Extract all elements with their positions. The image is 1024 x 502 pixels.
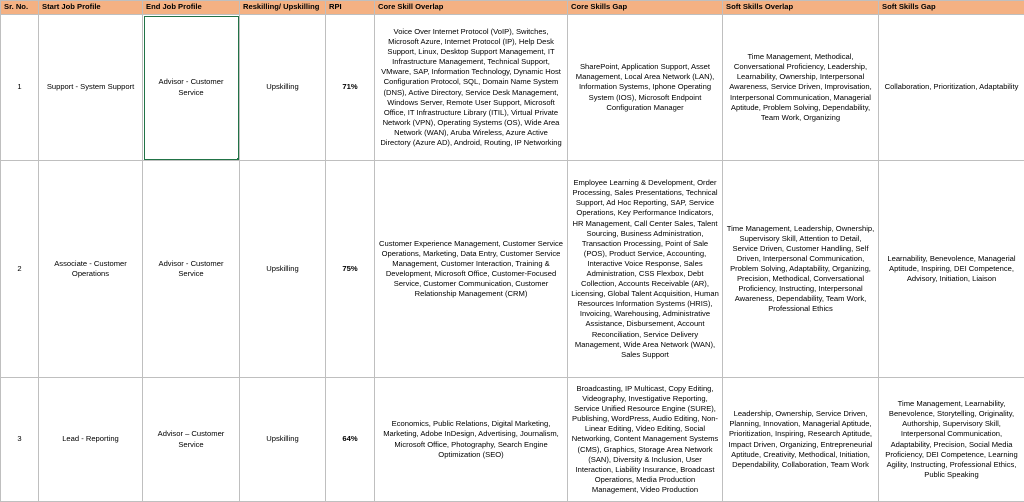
cell-reskilling-upskilling[interactable]: Upskilling [240,378,326,502]
header-core-skill-overlap[interactable]: Core Skill Overlap [375,1,568,15]
cell-core-skills-gap[interactable]: SharePoint, Application Support, Asset Management, Local Area Network (LAN), Information Systems, Iphone Operating System (IOS), Microsoft Endpoint Configuration Manager [568,15,723,161]
cell-end-job-profile[interactable]: Advisor – Customer Service [143,378,240,502]
cell-sr-no[interactable]: 3 [1,378,39,502]
cell-core-skill-overlap[interactable]: Customer Experience Management, Customer Service Operations, Marketing, Data Entry, Customer Service Management, Customer Interaction, Training & Development, Microsoft Office, Customer-Focused Service, Customer Communication, Customer Relationship Management (CRM) [375,161,568,378]
table-row [1,161,1024,378]
cell-core-skill-overlap[interactable]: Voice Over Internet Protocol (VoIP), Switches, Microsoft Azure, Internet Protocol (IP), Help Desk Support, Linux, Desktop Support Management, IT Infrastructure Management, Technical Support, VMware, SAP, Information Technology, Dynamic Host Configuration Protocol, SQL, Domain Name System (DNS), Active Directory, Service Desk Management, Windows Server, Remote User Support, Microsoft Office, IT Infrastructure Library (ITIL), Virtual Private Network (VPN), Operating Systems (OS), Wide Area Network (WAN), Aruba Wireless, Azure Active Directory (Azure AD), Android, Routing, IP Networking [375,15,568,161]
cell-rpi[interactable]: 71% [326,15,375,161]
cell-reskilling-upskilling[interactable]: Upskilling [240,15,326,161]
header-sr-no[interactable]: Sr. No. [1,1,39,15]
cell-soft-skills-overlap[interactable]: Time Management, Methodical, Conversational Proficiency, Leadership, Learnability, Ownership, Interpersonal Awareness, Service Driven, Improvisation, Interpersonal Communication, Managerial Aptitude, Problem Solving, Dependability, Team Work, Organizing [723,15,879,161]
header-reskilling-upskilling[interactable]: Reskilling/ Upskilling [240,1,326,15]
cell-soft-skills-overlap[interactable]: Time Management, Leadership, Ownership, Supervisory Skill, Attention to Detail, Service Driven, Customer Handling, Self Driven, Interpersonal Communication, Problem Solving, Adaptability, Organizing, Precision, Methodical, Conversational Proficiency, Instructing, Interpersonal Awareness, Dependability, Team Work, Professional Ethics [723,161,879,378]
header-rpi[interactable]: RPI [326,1,375,15]
cell-sr-no[interactable]: 2 [1,161,39,378]
cell-start-job-profile[interactable]: Lead - Reporting [39,378,143,502]
cell-rpi[interactable]: 75% [326,161,375,378]
header-start-job-profile[interactable]: Start Job Profile [39,1,143,15]
cell-start-job-profile[interactable]: Associate - Customer Operations [39,161,143,378]
cell-core-skills-gap[interactable]: Employee Learning & Development, Order Processing, Sales Presentations, Technical Support, Ad Hoc Reporting, SAP, Service Operations, Key Performance Indicators, HR Management, Call Center Sales, Talent Sourcing, Business Administration, Transaction Processing, Point of Sale (POS), Product Service, Accounting, Interactive Voice Response, Sales Administration, CSS Flexbox, Debt Collection, Accounts Receivable (AR), Licensing, Global Talent Acquisition, Human Resources Information Systems (HRIS), Invoicing, Warehousing, Administrative Assistance, Disbursement, Account Reconciliation, Service Delivery Management, Wide Area Network (WAN), Sales Support [568,161,723,378]
table-row [1,378,1024,502]
cell-end-job-profile[interactable]: Advisor - Customer Service [143,161,240,378]
cell-soft-skills-gap[interactable]: Collaboration, Prioritization, Adaptability [879,15,1024,161]
table-row [1,15,1024,161]
header-row [1,1,1024,15]
cell-core-skills-gap[interactable]: Broadcasting, IP Multicast, Copy Editing, Videography, Investigative Reporting, Service Unified Resource Engine (SURE), Publishing, WordPress, Audio Editing, Non-Linear Editing, Video Editing, Social Networking, Content Management Systems (CMS), Graphics, Storage Area Network (SAN), Diversity & Inclusion, User Interaction, Liability Insurance, Broadcast Operations, Media Production Management, Video Production [568,378,723,502]
cell-soft-skills-overlap[interactable]: Leadership, Ownership, Service Driven, Planning, Innovation, Managerial Aptitude, Prioritization, Inspiring, Research Aptitude, Impact Driven, Organizing, Entrepreneurial Aptitude, Creativity, Methodical, Initiation, Dependability, Collaboration, Team Work [723,378,879,502]
cell-core-skill-overlap[interactable]: Economics, Public Relations, Digital Marketing, Marketing, Adobe InDesign, Advertising, Journalism, Microsoft Office, Photography, Search Engine Optimization (SEO) [375,378,568,502]
header-soft-skills-gap[interactable]: Soft Skills Gap [879,1,1024,15]
cell-soft-skills-gap[interactable]: Learnability, Benevolence, Managerial Aptitude, Inspiring, DEI Competence, Advisory, Initiation, Liaison [879,161,1024,378]
cell-sr-no[interactable]: 1 [1,15,39,161]
header-end-job-profile[interactable]: End Job Profile [143,1,240,15]
cell-end-job-profile-selected[interactable]: Advisor - Customer Service [143,15,240,161]
header-soft-skills-overlap[interactable]: Soft Skills Overlap [723,1,879,15]
cell-soft-skills-gap[interactable]: Time Management, Learnability, Benevolence, Storytelling, Originality, Authorship, Supervisory Skill, Interpersonal Communication, Adaptability, Precision, Social Media Proficiency, DEI Competence, Learning Agility, Instructing, Professional Ethics, Public Speaking [879,378,1024,502]
cell-rpi[interactable]: 64% [326,378,375,502]
header-core-skills-gap[interactable]: Core Skills Gap [568,1,723,15]
cell-reskilling-upskilling[interactable]: Upskilling [240,161,326,378]
cell-start-job-profile[interactable]: Support - System Support [39,15,143,161]
